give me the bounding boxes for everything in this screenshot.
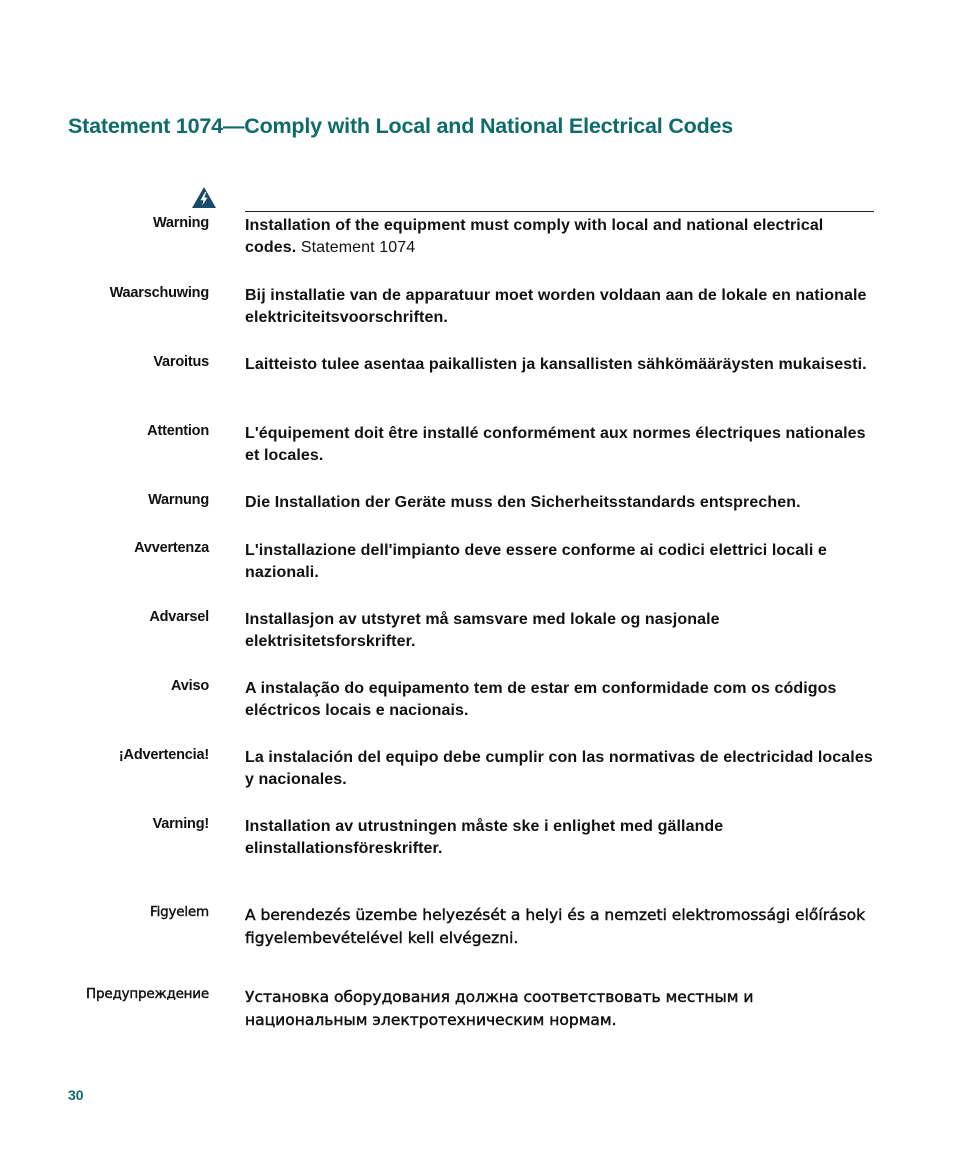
entry-text: Laitteisto tulee asentaa paikallisten ja kansallisten sähkömääräysten mukaisesti.: [245, 356, 867, 373]
page-title: Statement 1074—Comply with Local and National Electrical Codes: [68, 114, 734, 138]
entry-text: Die Installation der Geräte muss den Sicherheitsstandards entsprechen.: [245, 494, 801, 511]
entry-label: Aviso: [171, 678, 209, 694]
entry-label: Warnung: [148, 492, 209, 508]
entry-text: Installation av utrustningen måste ske i enlighet med gällande elinstallationsföreskrifter.: [245, 818, 724, 857]
entry-label: Waarschuwing: [109, 285, 209, 301]
entry-text: La instalación del equipo debe cumplir con las normativas de electricidad locales y nacionales.: [245, 749, 873, 788]
entry-text: [245, 215, 875, 259]
warning-triangle-lightning-icon: [191, 186, 217, 209]
section-rule: [245, 211, 874, 212]
entry-label: Attention: [147, 423, 209, 439]
entry-label: Avvertenza: [134, 540, 209, 556]
entry-label: Предупреждение: [86, 986, 209, 1002]
entry-text-main: Installation of the equipment must comply with local and national electrical codes.: [245, 217, 824, 256]
entry-text: Bij installatie van de apparatuur moet worden voldaan aan de lokale en nationale elektriciteitsvoorschriften.: [245, 287, 867, 326]
page-number: 30: [68, 1087, 84, 1103]
statement-number: Statement 1074: [300, 239, 416, 256]
entry-text: A berendezés üzembe helyezését a helyi és a nemzeti elektromossági előírások figyelembevételével kell elvégezni.: [245, 906, 866, 947]
entry-label: Varning!: [152, 816, 209, 832]
entry-label: Varoitus: [153, 354, 209, 370]
entry-label: ¡Advertencia!: [118, 747, 209, 763]
entry-label: Warning: [152, 215, 209, 231]
entry-text: Installasjon av utstyret må samsvare med lokale og nasjonale elektrisitetsforskrifter.: [245, 611, 720, 650]
entry-label: Figyelem: [149, 904, 209, 920]
entry-text: L'équipement doit être installé conformément aux normes électriques nationales et locales.: [245, 425, 866, 464]
entry-text: A instalação do equipamento tem de estar em conformidade com os códigos eléctricos locais e nacionais.: [245, 680, 837, 719]
entry-label: Advarsel: [149, 609, 209, 625]
entry-text: L'installazione dell'impianto deve essere conforme ai codici elettrici locali e nazionali.: [245, 542, 827, 581]
entry-text: Установка оборудования должна соответствовать местным и национальным электротехническим нормам.: [245, 988, 754, 1029]
